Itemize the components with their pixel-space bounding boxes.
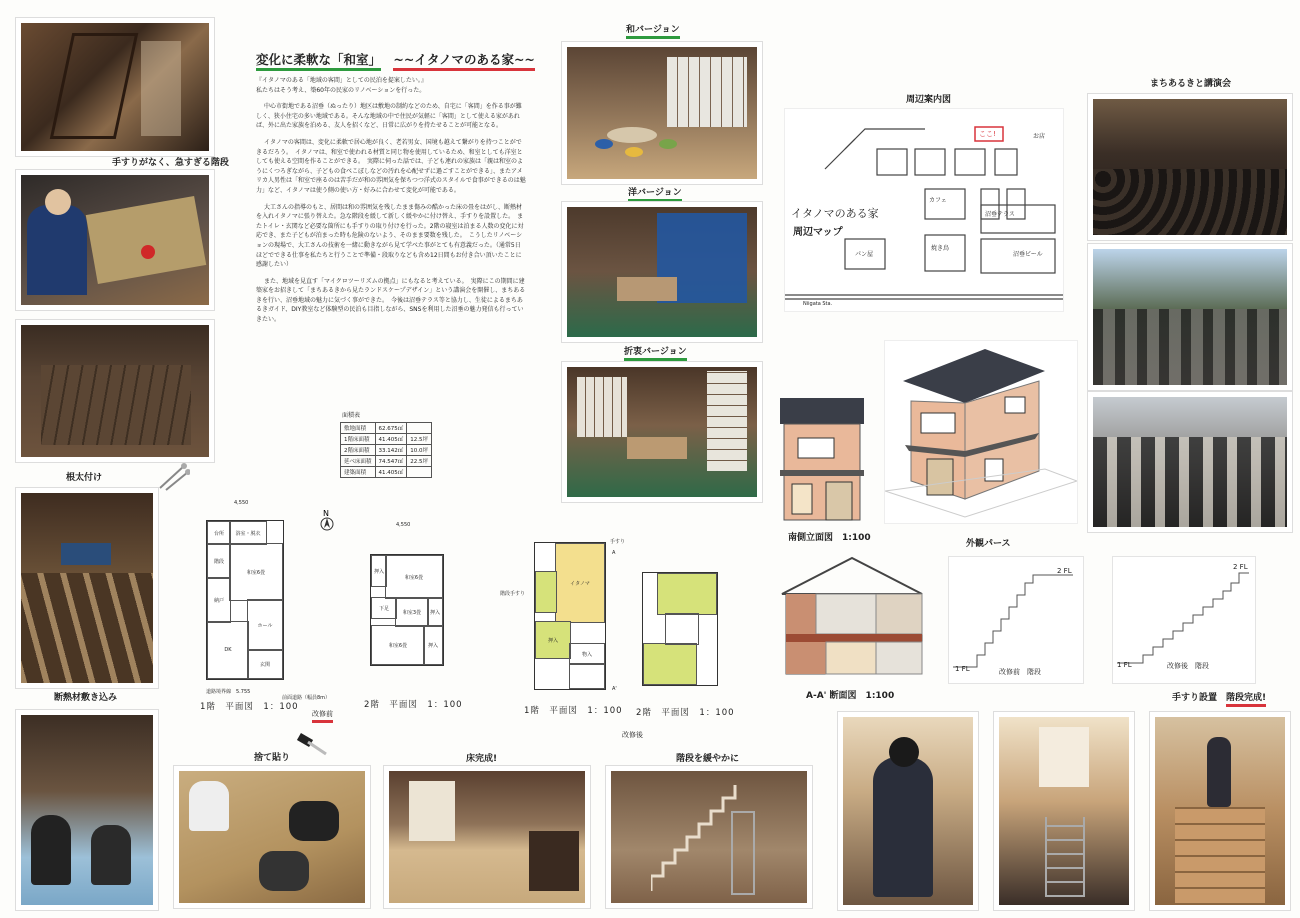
body-p1a: 『イタノマのある「地域の客間」としての民泊を提案したい。』 [256,77,427,84]
caption-map: 周辺案内図 [906,95,952,105]
room-washitsu-6-1: 和室6畳 [385,555,443,599]
room-bath: 浴室・脱衣 [229,521,267,545]
area-table-cell: 12.5坪 [407,434,432,445]
body-p5: また、地域を見直す「マイクロツーリズムの拠点」にもなると考えている。 実際にこの期間に建築家をお招きして「まちあるきから見たランドスケープデザイン」という講演会を開催し、まちあるきを行い、沼垂地域の魅力に気づく事ができた。 今後は沼垂テラス等と協力し、生徒によるまちあるきガイド、DIY教室など体験型の民泊も目指しながら、SNSを利用した沼垂の魅力発信も行っていきたい。 [256,277,526,324]
caption-steep-stairs: 手すりがなく、急すぎる階段 [112,158,229,168]
label-before: 改修前 [312,709,333,723]
plan-1f-before [206,520,284,680]
plan-caption-2f-before: 2階 平面図 1：100 [364,700,463,710]
section-marker-a: A [612,550,616,556]
area-map [784,108,1064,312]
room-dk: DK [207,621,249,679]
body-p1b: 私たちはそう考え、築60年の民家のリノベーションを行った。 [256,86,426,94]
caption-stairs-gentle: 階段を緩やかに [676,754,740,764]
map-title-line1: イタノマのある家 [791,207,879,220]
stair-diagram-after [1112,556,1256,684]
photo-stairs-in-progress [994,712,1134,910]
plan-dimension-top-2f: 4,550 [396,522,411,528]
room-stairs: 階段 [207,543,231,579]
photo-secchu-version [562,362,762,502]
map-bakery: パン屋 [855,251,874,258]
photo-wa-version [562,42,762,184]
plan-1f-after [534,542,606,690]
map-nuttari: 沼垂ビール [1013,251,1043,258]
room-oshiire-1: 押入 [371,555,387,587]
area-table-cell: 33.142㎡ [375,445,407,456]
stair-after-1fl: 1 FL [1117,661,1132,669]
body-text [256,76,526,332]
room-oshiire-3: 押入 [423,625,443,665]
area-table-cell: 2階床面積 [341,445,376,456]
area-table-cell: 22.5坪 [407,456,432,467]
photo-floor-done [384,766,590,908]
nail-icon [156,462,190,492]
plan-caption-2f-after: 2階 平面図 1：100 [636,708,735,718]
area-table-row [341,445,432,456]
area-table-caption: 面積表 [342,412,361,419]
section-marker-a-prime: A' [612,686,617,692]
photo-installing-handrail [838,712,978,910]
room-2f-after-tatami-2 [643,643,697,685]
caption-south-elevation: 南側立面図 1:100 [788,533,871,543]
stair-after-2fl: 2 FL [1233,563,1248,571]
stair-before-2fl: 2 FL [1057,567,1072,575]
north-arrow-icon [318,508,338,532]
area-table-row [341,456,432,467]
title-main: 変化に柔軟な「和室」 [256,52,381,71]
map-yaki: 焼き鳥 [931,245,950,252]
photo-stairs-gentle [606,766,812,908]
area-table-cell: 62.675㎡ [375,423,407,434]
label-handrail-top: 手すり [610,539,626,545]
room-washitsu: 和室6畳 [229,543,283,601]
room-after-tatami-1 [535,571,557,613]
map-station: Niigata Sta. [803,301,833,307]
area-table-cell: 10.0坪 [407,445,432,456]
plan-2f-before [370,554,444,666]
photo-old-steep-stairs [16,18,214,156]
area-table-row [341,423,432,434]
area-table-row [341,467,432,478]
area-table-cell [407,467,432,478]
stair-before-1fl: 1 FL [955,665,970,673]
room-shitaashi: 下足 [371,597,397,619]
photo-sutebari [174,766,370,908]
area-table [340,422,432,478]
room-oshiire-2: 押入 [427,597,443,627]
map-cafe: カフェ [929,197,947,204]
room-hall: ホール [247,599,283,651]
section-drawing [772,554,932,680]
caption-section: A-A' 断面図 1:100 [806,691,895,701]
room-storage: 納戸 [207,577,231,623]
photo-town-walk-2 [1088,392,1292,532]
body-p1 [256,76,526,95]
area-table-cell: 41.405㎡ [375,467,407,478]
caption-handrail-install: 手すり設置 [1172,693,1218,703]
room-washitsu-6-2: 和室6畳 [371,625,425,665]
road-label: 前面道路（幅員8m） [282,695,331,701]
plan-2f-after [642,572,718,686]
label-stair-handrail: 階段手すり [500,591,526,597]
area-table-cell: 延べ床面積 [341,456,376,467]
area-table-cell [407,423,432,434]
photo-worker-lifting-tatami [16,170,214,310]
plan-caption-1f-before: 1階 平面図 1：100 [200,702,299,712]
south-elevation-drawing [780,398,864,524]
room-after-tatami-2: 押入 [535,621,571,659]
photo-lecture [1088,94,1292,240]
room-2f-after-tatami-1 [657,573,717,615]
area-table-cell: 41.405㎡ [375,434,407,445]
caption-floor-done: 床完成! [466,751,497,768]
area-table-cell: 1階床面積 [341,434,376,445]
caption-secchu: 折衷バージョン [624,344,687,361]
map-shop: お店 [1033,133,1046,140]
road-boundary-label: 道路境界線 5.755 [206,689,251,695]
caption-wa: 和バージョン [626,22,680,39]
plan-dimension-top-1f: 4,550 [234,500,249,506]
exterior-perspective [884,340,1078,524]
caption-yo: 洋バージョン [628,185,682,202]
map-title-line2: 周辺マップ [793,227,843,238]
caption-neda: 根太付け [66,473,103,483]
photo-stairs-done [1150,712,1290,910]
stair-diagram-before [948,556,1084,684]
room-washitsu-3: 和室3畳 [395,597,429,627]
room-after-entry [569,663,605,689]
room-kitchen: 台所 [207,521,231,545]
area-table-cell: 建築面積 [341,467,376,478]
svg-text:N: N [323,509,329,518]
area-table-row [341,434,432,445]
body-p4: 大工さんの指導のもと、居間は和の雰囲気を残したまま傷みの酷かった床の畳をはがし、断熱材を入れイタノマに張り替えた。急な階段を緩して新しく緩やかに付け替え、手すりを設置した。 またトイレ・玄関など必要な箇所にも手すりの取り付けを行った。2階の寝室は泊まる人数の変化に対応でき、また子どもが泊まった時も危険のないよう、そのまま要数を残した。 こうしたリノベーションの現場で、大工さんの技術を一緒に動きながら見て学べた事がとても有意義だった。（通常5日ほどでできる仕事を私たちと行うことで準備・段取りなども含め12日間もお付き合い頂いたことに感謝したい） [256,203,524,269]
map-terrace: 沼垂テラス [985,211,1015,218]
room-2f-after-mid [665,613,699,645]
page-title [256,50,535,68]
area-table-cell: 敷地面積 [341,423,376,434]
photo-joists [16,488,158,688]
label-after: 改修後 [622,731,643,739]
photo-floor-removed [16,320,214,462]
hammer-icon [296,732,330,758]
title-sub: ~~イタノマのある家~~ [393,52,535,71]
caption-insulation: 断熱材敷き込み [54,693,118,703]
area-table-cell: 74.547㎡ [375,456,407,467]
caption-sutebari: 捨て貼り [254,753,291,763]
caption-walk: まちあるきと講演会 [1150,79,1232,89]
caption-exterior: 外観パース [966,539,1011,549]
room-entrance: 玄関 [247,649,283,679]
plan-caption-1f-after: 1階 平面図 1：100 [524,706,623,716]
body-p3: イタノマの客間は、変化に柔軟で居心地が良く、老若男女、国境も越えて繋がりを持つことができるだろう。 イタノマは、和室で使われる材質と同じ物を使用しているため、和室としても洋室としても使える空間を作ることができる。 実際に伺った話では、子ども連れの家族は「親は和室のようにくつろぎながら、子どもの食べこぼしなどの汚れを心配せずに過ごすことができる」、またアメリカ人男性は「和室で座るのは苦手だが和の雰囲気を保ちつつ洋式のスタイルで食事ができるのは魅力」など、イタノマは使う側の使い方・好みに合わせて変化が可能である。 [256,138,526,194]
room-after-storage: 物入 [569,643,605,665]
stair-after-label: 改修後 階段 [1167,662,1209,670]
photo-town-walk-1 [1088,244,1292,390]
room-itanoma: イタノマ [555,543,605,623]
map-here: ここ! [979,130,996,138]
photo-yo-version [562,202,762,342]
body-p2: 中心市街地である沼垂（ぬったり）地区は敷地の制約などのため、自宅に「客間」を作る事が難しく、狭小住宅の多い地域である。そんな地域の中で住民が気軽に「客間」として使える家があれば、外に出た家族を泊める、友人を招くなど、日常に広がりを持たせることが可能となる。 [256,103,522,130]
stair-before-label: 改修前 階段 [999,668,1041,676]
photo-insulation [16,710,158,910]
caption-stairs-done: 階段完成! [1226,690,1266,707]
